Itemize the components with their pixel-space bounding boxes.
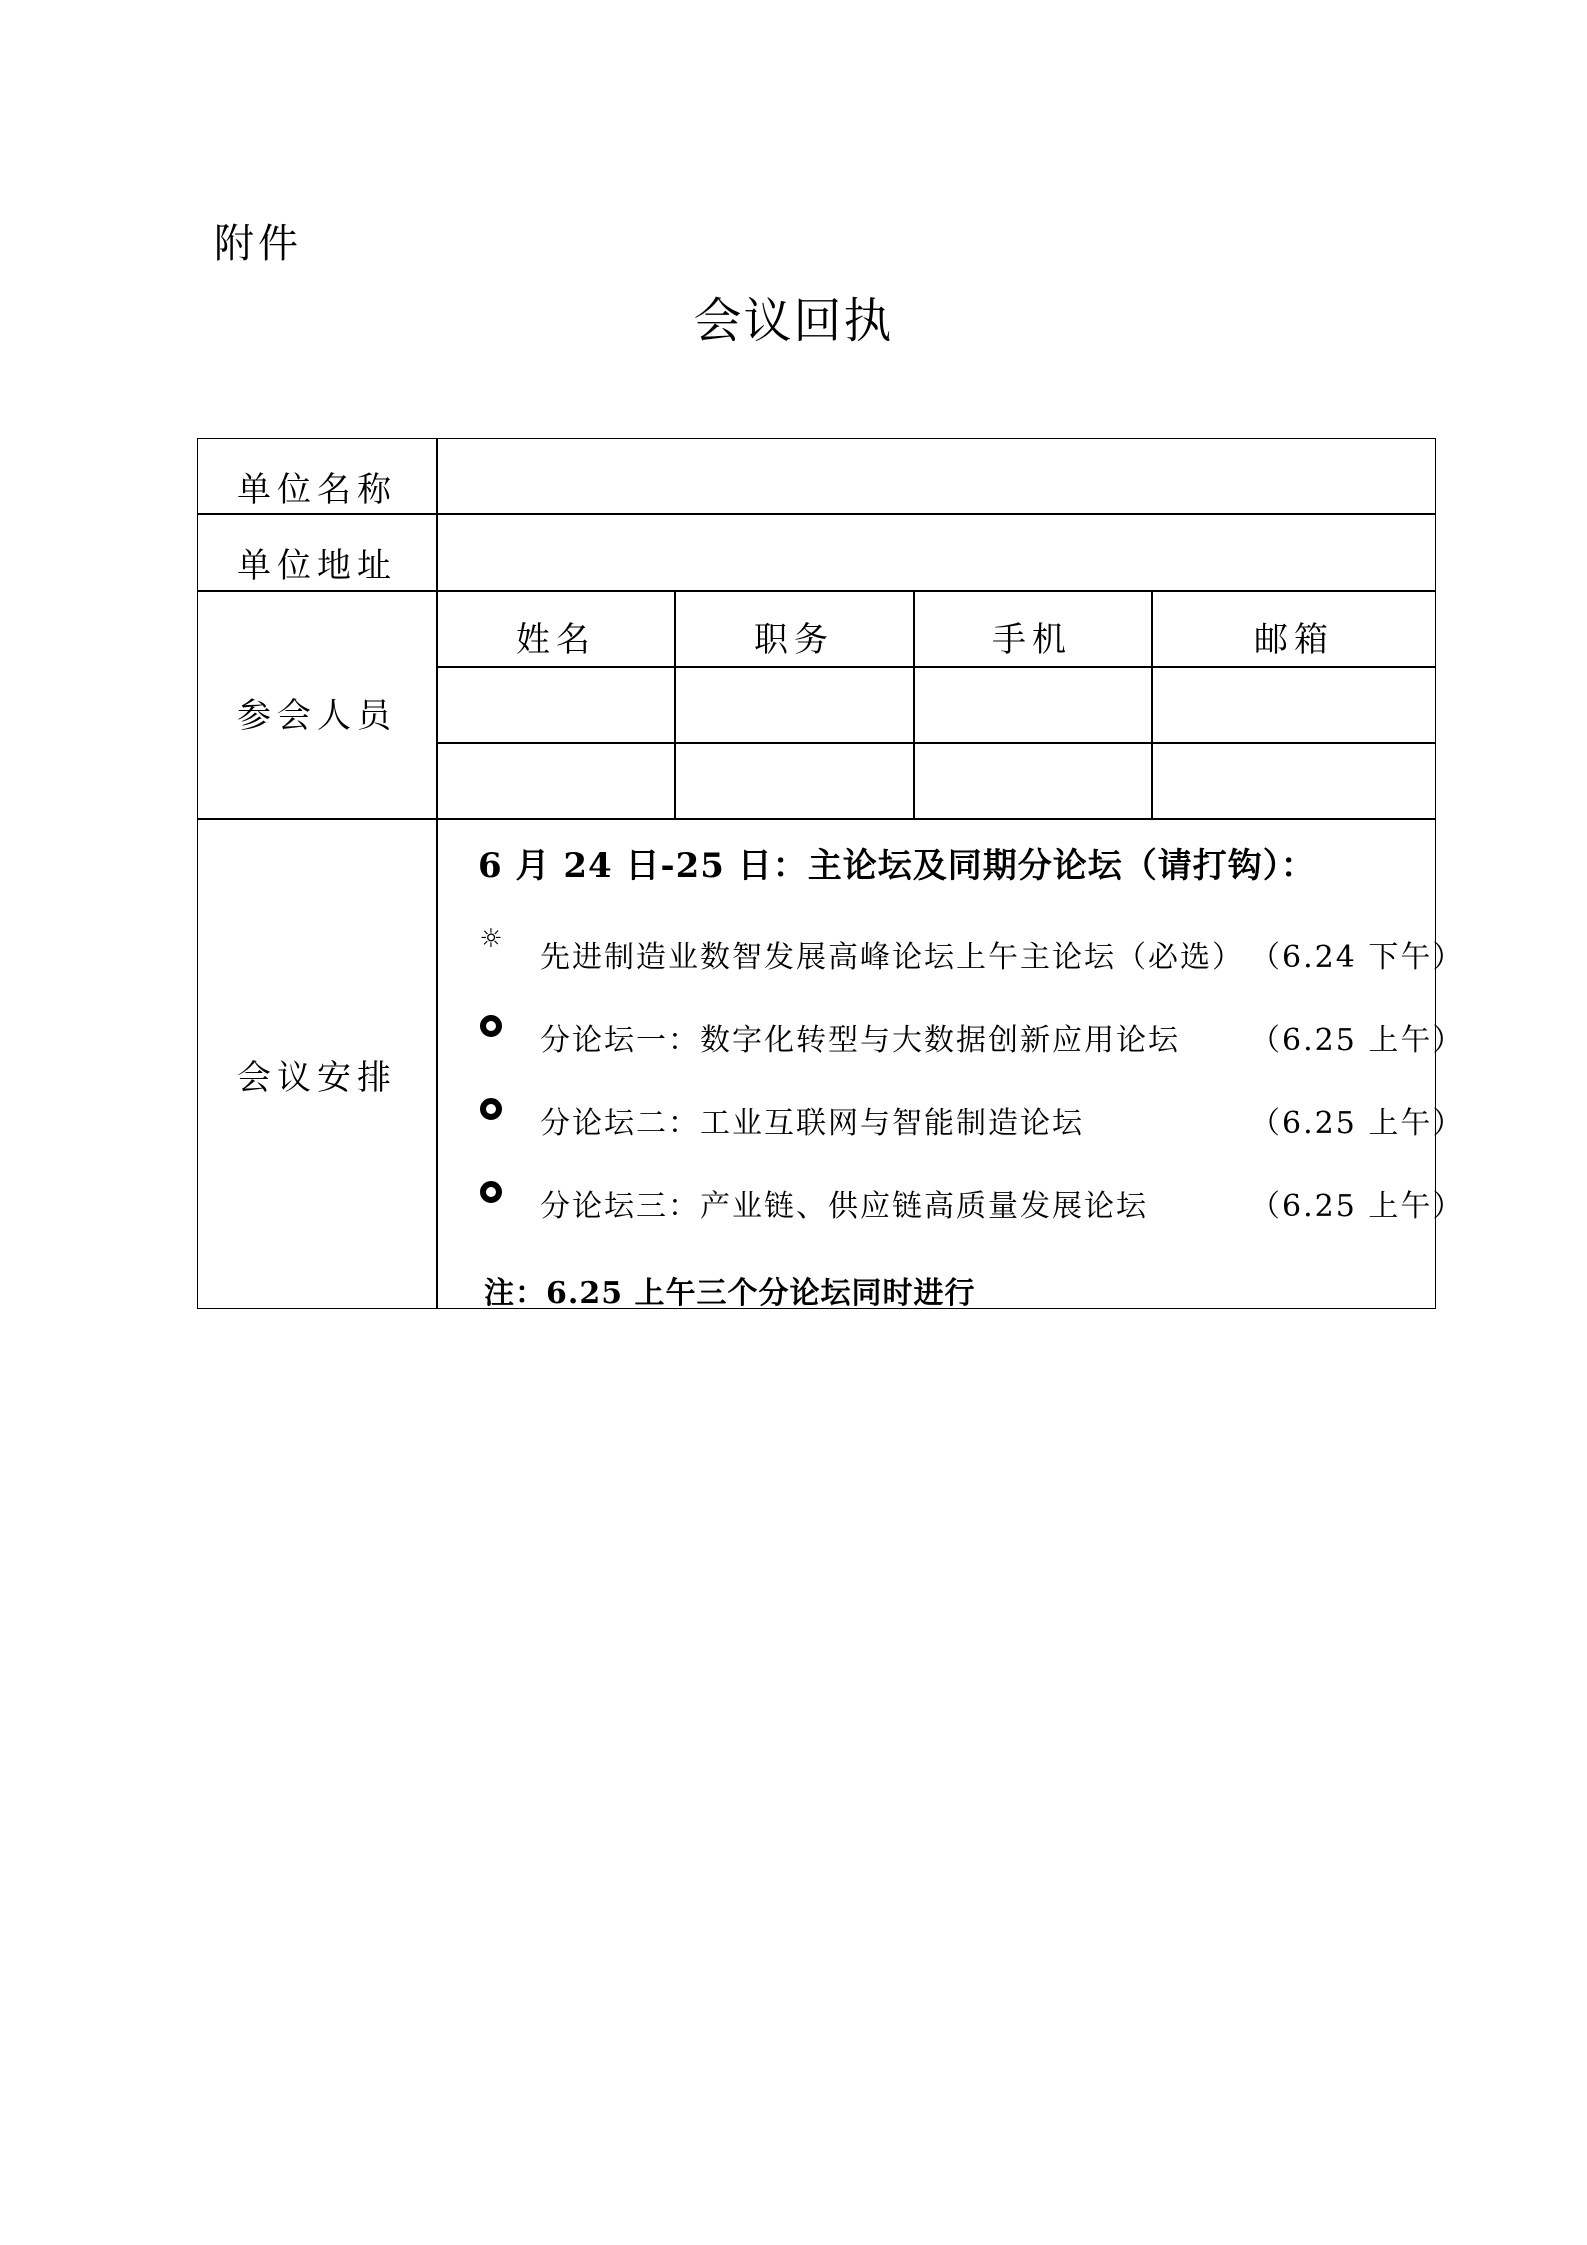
- sun-icon: ☼: [479, 924, 503, 954]
- unit-address-label: 单位地址: [237, 546, 397, 586]
- agenda-option-time: （6.24 下午）: [1250, 940, 1465, 975]
- column-header-mobile: 手机: [992, 620, 1072, 660]
- ring-icon: [480, 1098, 502, 1120]
- attendees-label: 参会人员: [237, 696, 397, 736]
- agenda-option-text: 分论坛一：数字化转型与大数据创新应用论坛: [540, 1023, 1180, 1058]
- unit-address-field[interactable]: [440, 517, 1436, 589]
- attendee-2-name-field[interactable]: [440, 746, 674, 817]
- attendee-2-mobile-field[interactable]: [917, 746, 1151, 817]
- attendee-1-email-field[interactable]: [1155, 670, 1436, 741]
- attendee-2-position-field[interactable]: [678, 746, 913, 817]
- attendee-1-position-field[interactable]: [678, 670, 913, 741]
- unit-name-field[interactable]: [440, 442, 1436, 512]
- attachment-label: 附件: [214, 221, 302, 267]
- agenda-option-main-forum[interactable]: [478, 924, 1465, 982]
- row-divider: [197, 590, 1436, 592]
- attendee-1-name-field[interactable]: [440, 670, 674, 741]
- agenda-option-sub-forum-1[interactable]: [478, 1015, 1465, 1065]
- agenda-label: 会议安排: [237, 1058, 397, 1098]
- column-header-name: 姓名: [516, 620, 596, 660]
- agenda-option-sub-forum-3[interactable]: [478, 1181, 1465, 1231]
- agenda-note: 注：6.25 上午三个分论坛同时进行: [484, 1276, 976, 1311]
- row-divider: [197, 513, 1436, 515]
- agenda-option-time: （6.25 上午）: [1250, 1189, 1465, 1224]
- row-divider: [197, 818, 1436, 820]
- column-header-position: 职务: [754, 620, 834, 660]
- agenda-option-time: （6.25 上午）: [1250, 1023, 1465, 1058]
- row-divider: [437, 742, 1436, 744]
- agenda-option-text: 分论坛二：工业互联网与智能制造论坛: [540, 1106, 1084, 1141]
- unit-name-label: 单位名称: [237, 470, 397, 510]
- agenda-option-text: 分论坛三：产业链、供应链高质量发展论坛: [540, 1189, 1148, 1224]
- agenda-heading: 6 月 24 日-25 日：主论坛及同期分论坛（请打钩）：: [478, 846, 1316, 886]
- agenda-option-time: （6.25 上午）: [1250, 1106, 1465, 1141]
- page-title: 会议回执: [693, 293, 894, 349]
- row-divider: [437, 666, 1436, 668]
- attendee-1-mobile-field[interactable]: [917, 670, 1151, 741]
- column-header-email: 邮箱: [1254, 620, 1334, 660]
- ring-icon: [480, 1181, 502, 1203]
- agenda-option-text: 先进制造业数智发展高峰论坛上午主论坛（必选）: [540, 940, 1244, 975]
- ring-icon: [480, 1015, 502, 1037]
- attendee-2-email-field[interactable]: [1155, 746, 1436, 817]
- agenda-option-sub-forum-2[interactable]: [478, 1098, 1465, 1148]
